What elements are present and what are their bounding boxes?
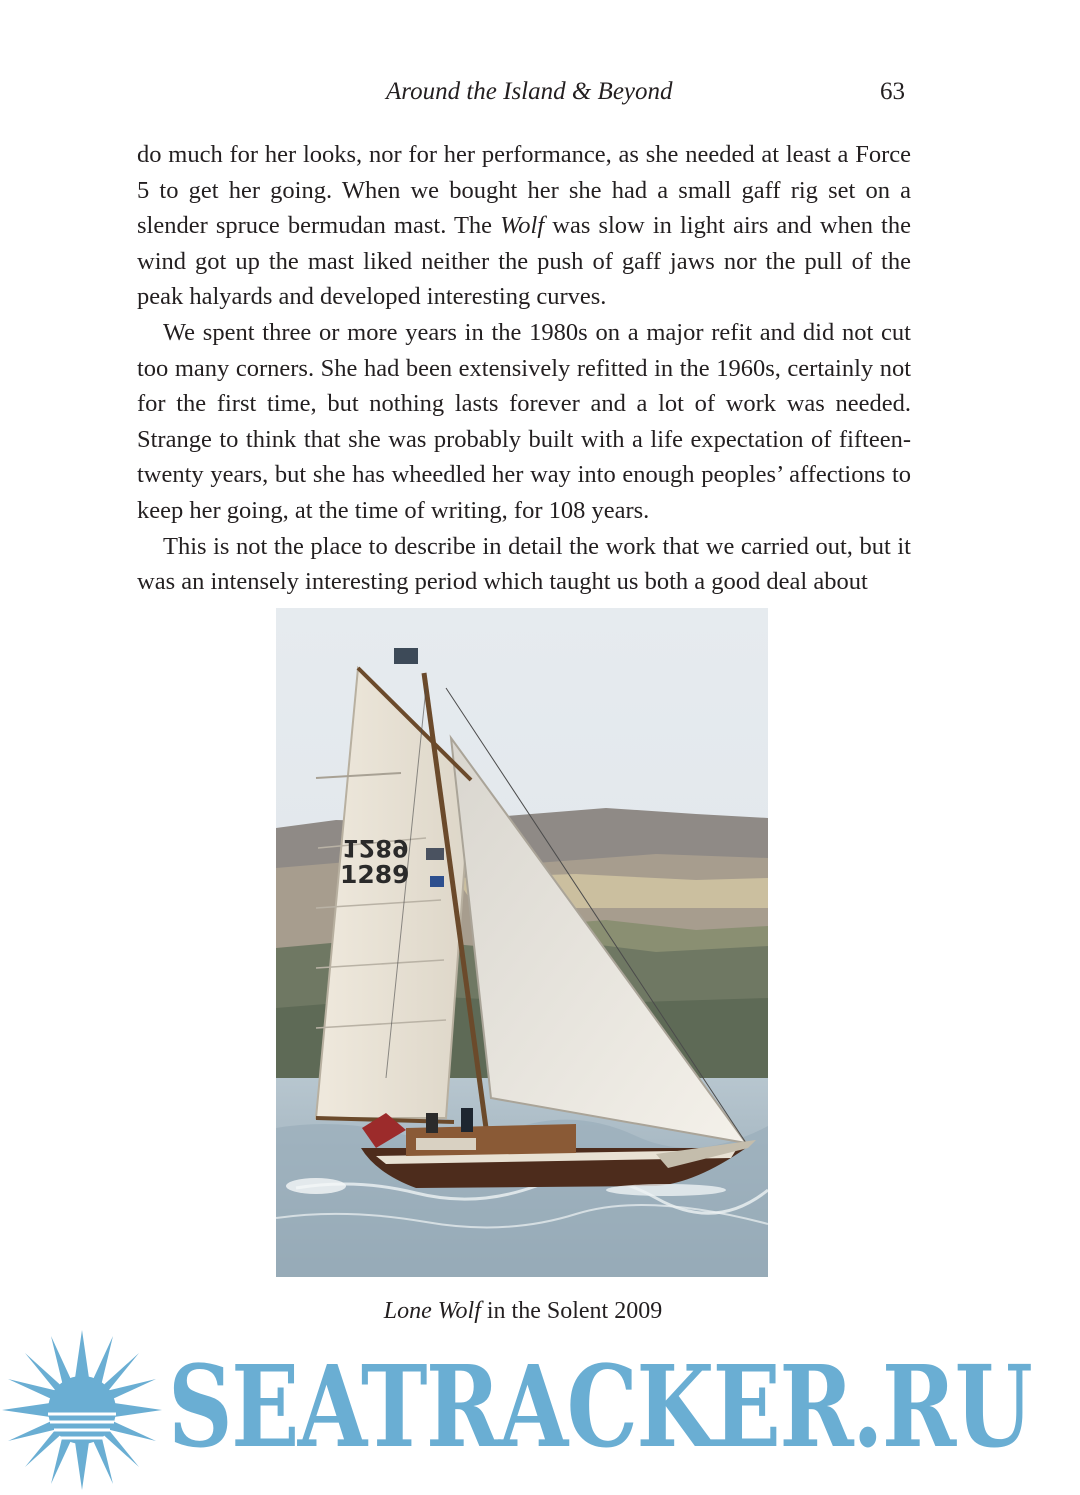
running-head: Around the Island & Beyond	[386, 78, 673, 105]
page-number: 63	[880, 78, 905, 105]
sail-number-mirrored: 1289	[342, 834, 409, 862]
body-text	[137, 137, 911, 600]
photo-caption: Lone Wolf in the Solent 2009	[383, 1298, 663, 1324]
sail-number: 1289	[340, 860, 410, 889]
boat-name: Wolf	[500, 212, 545, 240]
paragraph-3: This is not the place to describe in detail the work that we carried out, but it was an intensely interesting period which taught us both a good deal about	[137, 532, 911, 596]
watermark-text: SEATRACKER.RU	[168, 1342, 1032, 1473]
sun-logo-icon	[2, 1330, 162, 1495]
paragraph-2: We spent three or more years in the 1980s on a major refit and did not cut too many corners. She had been extensively refitted in the 1960s, certainly not for the first time, but nothing lasts forever and a lot of work was needed. Strange to think that she was probably built with a life expectation of fifteen-twenty years, but she has wheedled her way into enough peoples’ affections to keep her going, at the time of writing, for 108 years.	[137, 318, 911, 524]
paragraph-1: do much for her looks, nor for her performance, as she needed at least a Force 5 to get her going. When we bought her she had a small gaff rig set on a slender spruce bermudan mast. The Wolf was slow in light airs and when the wind got up the mast liked neither the push of gaff jaws nor the pull of the peak halyards and developed interesting curves.	[137, 141, 911, 311]
sailboat-photo	[276, 608, 768, 1277]
